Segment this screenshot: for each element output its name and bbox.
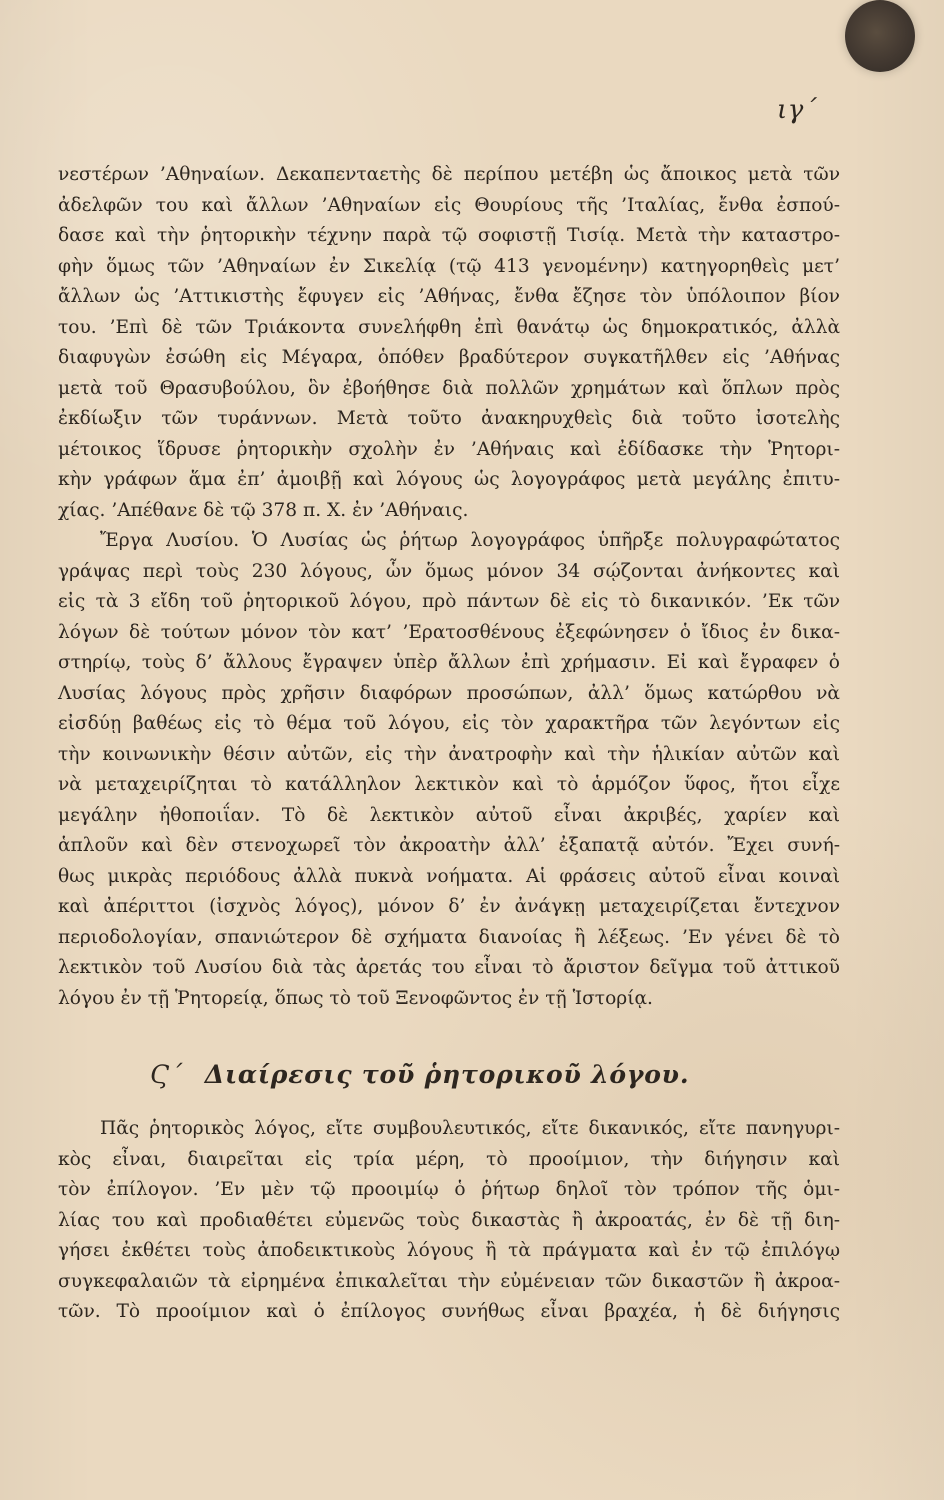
text-line: Λυσίας λόγους πρὸς χρῆσιν διαφόρων προσώπων, ἀλλ’ ὅμως κατώρθου νὰ bbox=[58, 682, 840, 704]
text-line: εἰς τὰ 3 εἴδη τοῦ ῥητορικοῦ λόγου, πρὸ πάντων δὲ εἰς τὸ δικανικόν. ’Εκ τῶν bbox=[58, 591, 840, 612]
text-line: φὴν ὅμως τῶν ’Αθηναίων ἐν Σικελίᾳ (τῷ 413 γενομένην) κατηγορηθεὶς μετ’ bbox=[58, 255, 840, 277]
text-line: συγκεφαλαιῶν τὰ εἰρημένα ἐπικαλεῖται τὴν εὐμένειαν τῶν δικαστῶν ἢ ἀκροα- bbox=[58, 1270, 840, 1292]
text-line: μετὰ τοῦ Θρασυβούλου, ὃν ἐβοήθησε διὰ πολλῶν χρημάτων καὶ ὅπλων πρὸς bbox=[58, 377, 840, 399]
text-line: τὴν κοινωνικὴν θέσιν αὐτῶν, εἰς τὴν ἀνατροφὴν καὶ τὴν ἡλικίαν αὐτῶν καὶ bbox=[58, 743, 840, 765]
text-line: Πᾶς ῥητορικὸς λόγος, εἴτε συμβουλευτικός, εἴτε δικανικός, εἴτε πανηγυρι- bbox=[100, 1118, 840, 1139]
text-line: Ἔργα Λυσίου. Ὁ Λυσίας ὡς ῥήτωρ λογογράφος ὑπῆρξε πολυγραφώτατος bbox=[100, 530, 840, 551]
text-line: λόγων δὲ τούτων μόνον τὸν κατ’ ’Ερατοσθένους ἐξεφώνησεν ὁ ἴδιος ἐν δικα- bbox=[58, 621, 840, 643]
text-line: ἁπλοῦν καὶ δὲν στενοχωρεῖ τὸν ἀκροατὴν ἀλλ’ ἐξαπατᾷ αὐτόν. Ἔχει συνή- bbox=[58, 835, 840, 856]
text-line: χίας. ’Απέθανε δὲ τῷ 378 π. Χ. ἐν ’Αθήναις. bbox=[58, 499, 469, 521]
text-line: γράψας περὶ τοὺς 230 λόγους, ὧν ὅμως μόνον 34 σῴζονται ἀνήκοντες καὶ bbox=[58, 560, 840, 582]
text-line: κὸς εἶναι, διαιρεῖται εἰς τρία μέρη, τὸ προοίμιον, τὴν διήγησιν καὶ bbox=[58, 1148, 840, 1170]
text-line: μέτοικος ἵδρυσε ῥητορικὴν σχολὴν ἐν ’Αθήναις καὶ ἐδίδασκε τὴν Ῥητορι- bbox=[58, 438, 840, 460]
text-line: νεστέρων ’Αθηναίων. Δεκαπενταετὴς δὲ περίπου μετέβη ὡς ἄποικος μετὰ τῶν bbox=[58, 164, 840, 185]
section-heading bbox=[150, 1058, 750, 1092]
text-line: λόγου ἐν τῇ Ῥητορείᾳ, ὅπως τὸ τοῦ Ξενοφῶντος ἐν τῇ Ἱστορίᾳ. bbox=[58, 987, 653, 1009]
section-title: Διαίρεσις τοῦ ῥητορικοῦ λόγου. bbox=[204, 1060, 690, 1089]
text-line: ἄλλων ὡς ’Αττικιστὴς ἔφυγεν εἰς ’Αθήνας, ἔνθα ἔζησε τὸν ὑπόλοιπον βίον bbox=[58, 286, 840, 307]
text-line: μεγάλην ἠθοποιΐαν. Τὸ δὲ λεκτικὸν αὐτοῦ εἶναι ἀκριβές, χαρίεν καὶ bbox=[58, 804, 840, 826]
text-line: τὸν ἐπίλογον. ’Εν μὲν τῷ προοιμίῳ ὁ ῥήτωρ δηλοῖ τὸν τρόπον τῆς ὁμι- bbox=[58, 1179, 840, 1200]
text-block-1 bbox=[58, 160, 840, 1014]
text-line: ἐκδίωξιν τῶν τυράννων. Μετὰ τοῦτο ἀνακηρυχθεὶς διὰ τοῦτο ἰσοτελὴς bbox=[58, 408, 840, 429]
text-line: ἀδελφῶν του καὶ ἄλλων ’Αθηναίων εἰς Θουρίους τῆς ’Ιταλίας, ἔνθα ἐσπού- bbox=[58, 194, 840, 216]
text-line: περιοδολογίαν, σπανιώτερον δὲ σχήματα διανοίας ἢ λέξεως. ’Εν γένει δὲ τὸ bbox=[58, 926, 840, 948]
section-mark: Ϛ΄ bbox=[150, 1060, 184, 1089]
text-line: γήσει ἐκθέτει τοὺς ἀποδεικτικοὺς λόγους ἢ τὰ πράγματα καὶ ἐν τῷ ἐπιλόγῳ bbox=[58, 1240, 840, 1261]
text-line: του. ’Επὶ δὲ τῶν Τριάκοντα συνελήφθη ἐπὶ θανάτῳ ὡς δημοκρατικός, ἀλλὰ bbox=[58, 316, 840, 338]
text-line: θως μικρὰς περιόδους ἀλλὰ πυκνὰ νοήματα. Αἱ φράσεις αὐτοῦ εἶναι κοιναὶ bbox=[58, 865, 840, 887]
text-line: κὴν γράφων ἅμα ἐπ’ ἀμοιβῇ καὶ λόγους ὡς λογογράφος μετὰ μεγάλης ἐπιτυ- bbox=[58, 469, 840, 490]
ink-stain bbox=[845, 0, 915, 72]
text-line: τῶν. Τὸ προοίμιον καὶ ὁ ἐπίλογος συνήθως εἶναι βραχέα, ἡ δὲ διήγησις bbox=[58, 1301, 840, 1322]
text-block-2 bbox=[58, 1114, 840, 1328]
text-line: λίας του καὶ προδιαθέτει εὐμενῶς τοὺς δικαστὰς ἢ ἀκροατάς, ἐν δὲ τῇ διη- bbox=[58, 1209, 840, 1231]
text-line: καὶ ἀπέριττοι (ἰσχνὸς λόγος), μόνον δ’ ἐν ἀνάγκῃ μεταχειρίζεται ἔντεχνον bbox=[58, 896, 840, 917]
text-line: δασε καὶ τὴν ῥητορικὴν τέχνην παρὰ τῷ σοφιστῇ Τισίᾳ. Μετὰ τὴν καταστρο- bbox=[58, 225, 840, 246]
text-line: νὰ μεταχειρίζηται τὸ κατάλληλον λεκτικὸν καὶ τὸ ἁρμόζον ὕφος, ἤτοι εἶχε bbox=[58, 774, 840, 795]
page-number: ιγ΄ bbox=[777, 95, 818, 125]
text-line: εἰσδύῃ βαθέως εἰς τὸ θέμα τοῦ λόγου, εἰς τὸν χαρακτῆρα τῶν λεγόντων εἰς bbox=[58, 713, 840, 734]
text-line: λεκτικὸν τοῦ Λυσίου διὰ τὰς ἀρετάς του εἶναι τὸ ἄριστον δεῖγμα τοῦ ἀττικοῦ bbox=[58, 957, 840, 978]
text-line: στηρίῳ, τοὺς δ’ ἄλλους ἔγραψεν ὑπὲρ ἄλλων ἐπὶ χρήμασιν. Εἰ καὶ ἔγραφεν ὁ bbox=[58, 652, 840, 673]
text-line: διαφυγὼν ἐσώθη εἰς Μέγαρα, ὁπόθεν βραδύτερον συγκατῆλθεν εἰς ’Αθήνας bbox=[58, 347, 840, 368]
